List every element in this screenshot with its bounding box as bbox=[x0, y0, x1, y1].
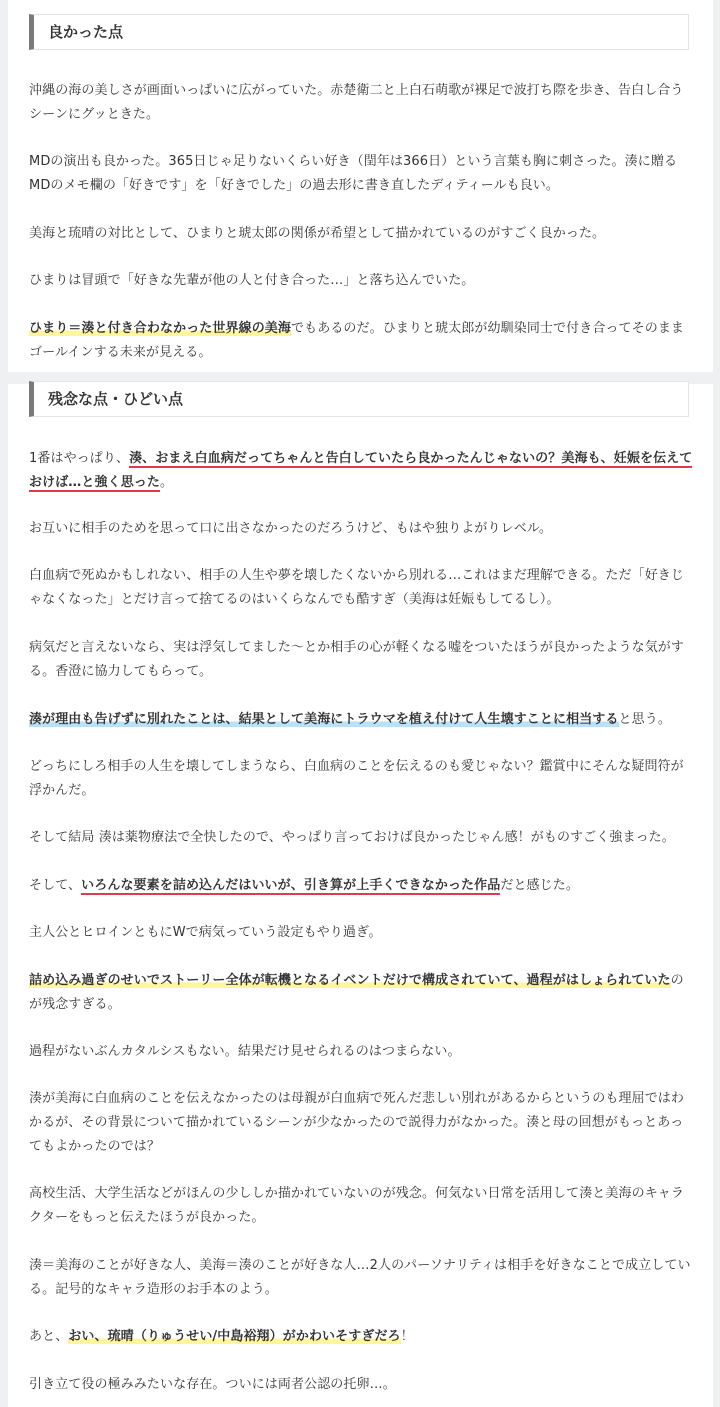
paragraph-text: 1番はやっぱり、 bbox=[29, 451, 130, 466]
paragraph: ひまりは冒頭で「好きな先輩が他の人と付き合った…」と落ち込んでいた。 bbox=[29, 273, 475, 288]
paragraph: 湊が美海に白血病のことを伝えなかったのは母親が白血病で死んだ悲しい別れがあるからというのも理屈ではわかるが、その背景について描かれているシーンが少なかったので説得力がなかった。湊と母の回想がもっとあってもよかったのでは？ bbox=[29, 1091, 685, 1154]
paragraph bbox=[29, 708, 694, 732]
section-heading-good: 良かった点 bbox=[29, 14, 689, 50]
paragraph: 引き立て役の極みみたいな存在。ついには両者公認の托卵…。 bbox=[29, 1377, 396, 1392]
paragraph bbox=[29, 874, 694, 898]
paragraph-text: 。 bbox=[160, 475, 174, 490]
red-underline-emphasis: いろんな要素を詰め込んだはいいが、引き算が上手くできなかった作品 bbox=[81, 878, 501, 893]
paragraph: 白血病で死ぬかもしれない、相手の人生や夢を壊したくないから別れる…これはまだ理解できる。ただ「好きじゃなくなった」とだけ言って捨てるのはいくらなんでも酷すぎ（美海は妊娠もしてるし）。 bbox=[29, 568, 685, 607]
paragraph-text: のが残念すぎる。 bbox=[29, 973, 684, 1012]
paragraph-text: ！ bbox=[400, 1329, 414, 1344]
paragraph: どっちにしろ相手の人生を壊してしまうなら、白血病のことを伝えるのも愛じゃない？鑑賞中にそんな疑問符が浮かんだ。 bbox=[29, 759, 684, 798]
good-points-section bbox=[8, 0, 713, 372]
paragraph: 美海と琉晴の対比として、ひまりと琥太郎の関係が希望として描かれているのがすごく良かった。 bbox=[29, 226, 606, 241]
blue-highlight: 湊が理由も告げずに別れたことは、結果として美海にトラウマを植え付けて人生壊すことに相当する bbox=[29, 712, 619, 727]
paragraph bbox=[29, 447, 694, 495]
paragraph-text: そして、 bbox=[29, 878, 82, 893]
paragraph-text: あと、 bbox=[29, 1329, 69, 1344]
paragraph: 高校生活、大学生活などがほんの少ししか描かれていないのが残念。何気ない日常を活用して湊と美海のキャラクターをもっと伝えたほうが良かった。 bbox=[29, 1186, 685, 1225]
paragraph: そして結局 湊は薬物療法で全快したので、やっぱり言っておけば良かったじゃん感！がものすごく強まった。 bbox=[29, 830, 675, 845]
yellow-highlight: おい、琉晴（りゅうせい/中島裕翔）がかわいそすぎだろ bbox=[68, 1329, 401, 1344]
paragraph: 病気だと言えないなら、実は浮気してました〜とか相手の心が軽くなる嘘をついたほうが良かったような気がする。香澄に協力してもらって。 bbox=[29, 640, 685, 679]
yellow-highlight: ひまり＝湊と付き合わなかった世界線の美海 bbox=[29, 321, 292, 336]
paragraph bbox=[29, 969, 694, 1017]
bad-points-section bbox=[8, 384, 713, 1407]
section-heading-bad: 残念な点・ひどい点 bbox=[29, 381, 689, 417]
paragraph: 過程がないぶんカタルシスもない。結果だけ見せられるのはつまらない。 bbox=[29, 1044, 461, 1059]
paragraph-text: でもあるのだ。ひまりと琥太郎が幼馴染同士で付き合ってそのままゴールインする未来が見える。 bbox=[29, 321, 685, 360]
paragraph: 主人公とヒロインともにWで病気っていう設定もやり過ぎ。 bbox=[29, 925, 382, 940]
paragraph bbox=[29, 317, 694, 365]
red-underline-emphasis: 湊、おまえ白血病だってちゃんと告白していたら良かったんじゃないの？美海も、妊娠を伝えておけば…と強く思った bbox=[29, 451, 693, 490]
paragraph: 湊＝美海のことが好きな人、美海＝湊のことが好きな人…2人のパーソナリティは相手を好きなことで成立している。記号的なキャラ造形のお手本のよう。 bbox=[29, 1258, 691, 1297]
paragraph: お互いに相手のためを思って口に出さなかったのだろうけど、もはや独りよがりレベル。 bbox=[29, 521, 552, 536]
yellow-highlight: 詰め込み過ぎのせいでストーリー全体が転機となるイベントだけで構成されていて、過程がはしょられていた bbox=[29, 973, 671, 988]
paragraph: MDの演出も良かった。365日じゃ足りないくらい好き（閏年は366日）という言葉も胸に刺さった。湊に贈るMDのメモ欄の「好きです」を「好きでした」の過去形に書き直したディティールも良い。 bbox=[29, 154, 678, 193]
paragraph: 沖縄の海の美しさが画面いっぱいに広がっていた。赤楚衛二と上白石萌歌が裸足で波打ち際を歩き、告白し合うシーンにグッときた。 bbox=[29, 83, 684, 122]
paragraph-text: だと感じた。 bbox=[500, 878, 579, 893]
paragraph-text: と思う。 bbox=[618, 712, 671, 727]
paragraph bbox=[29, 1325, 694, 1349]
